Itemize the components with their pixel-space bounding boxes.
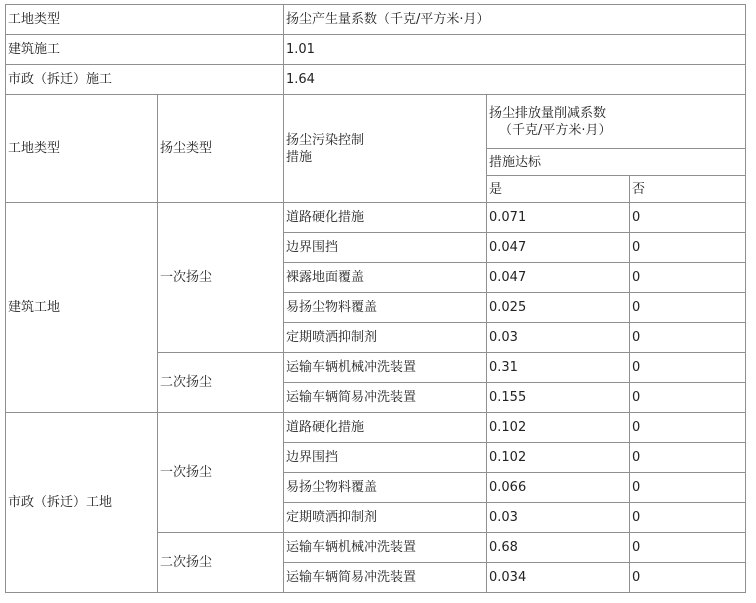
header-reduction-line2: （千克/平方米·月） [499,122,612,138]
construction-site-cell: 建筑工地 [6,203,158,413]
yes-value-cell: 0.071 [487,203,630,233]
municipal-primary-dust-cell: 一次扬尘 [158,413,284,533]
table-row [6,203,746,233]
no-value-cell: 0 [630,473,746,503]
yes-value-cell: 0.03 [487,503,630,533]
no-value-cell: 0 [630,233,746,263]
yes-value-cell: 0.025 [487,293,630,323]
measure-cell: 裸露地面覆盖 [284,263,487,293]
no-value-cell: 0 [630,533,746,563]
header-yes: 是 [487,176,630,203]
yes-value-cell: 0.102 [487,413,630,443]
header-control-measure [284,95,487,203]
no-value-cell: 0 [630,503,746,533]
yes-value-cell: 0.68 [487,533,630,563]
measure-cell: 边界围挡 [284,233,487,263]
intro-coef-cell: 1.64 [284,65,746,95]
measure-cell: 道路硬化措施 [284,413,487,443]
dust-coefficient-table [5,4,746,593]
no-value-cell: 0 [630,383,746,413]
intro-coef-cell: 1.01 [284,35,746,65]
municipal-site-cell: 市政（拆迁）工地 [6,413,158,593]
header-dust-type: 扬尘类型 [158,95,284,203]
measure-cell: 定期喷洒抑制剂 [284,503,487,533]
table-row [6,413,746,443]
header-measure-line2: 措施 [286,149,313,165]
measure-cell: 运输车辆机械冲洗装置 [284,353,487,383]
no-value-cell: 0 [630,563,746,593]
no-value-cell: 0 [630,443,746,473]
no-value-cell: 0 [630,323,746,353]
intro-site-cell: 建筑施工 [6,35,284,65]
yes-value-cell: 0.31 [487,353,630,383]
main-header-row [6,95,746,149]
intro-header-row [6,5,746,35]
yes-value-cell: 0.03 [487,323,630,353]
intro-col-generation-coef: 扬尘产生量系数（千克/平方米·月） [284,5,746,35]
no-value-cell: 0 [630,293,746,323]
header-reduction-coef [487,95,746,149]
measure-cell: 运输车辆简易冲洗装置 [284,563,487,593]
header-no: 否 [630,176,746,203]
yes-value-cell: 0.102 [487,443,630,473]
yes-value-cell: 0.155 [487,383,630,413]
no-value-cell: 0 [630,413,746,443]
yes-value-cell: 0.034 [487,563,630,593]
measure-cell: 易扬尘物料覆盖 [284,293,487,323]
yes-value-cell: 0.066 [487,473,630,503]
no-value-cell: 0 [630,263,746,293]
measure-cell: 边界围挡 [284,443,487,473]
header-measure-line1: 扬尘污染控制 [286,132,365,148]
table-row [6,35,746,65]
measure-cell: 定期喷洒抑制剂 [284,323,487,353]
measure-cell: 运输车辆机械冲洗装置 [284,533,487,563]
intro-col-site-type: 工地类型 [6,5,284,35]
municipal-secondary-dust-cell: 二次扬尘 [158,533,284,593]
construction-primary-dust-cell: 一次扬尘 [158,203,284,353]
no-value-cell: 0 [630,353,746,383]
header-reduction-line1: 扬尘排放量削减系数 [489,105,607,121]
table-row [6,65,746,95]
yes-value-cell: 0.047 [487,233,630,263]
measure-cell: 运输车辆简易冲洗装置 [284,383,487,413]
header-site-type: 工地类型 [6,95,158,203]
no-value-cell: 0 [630,203,746,233]
intro-site-cell: 市政（拆迁）施工 [6,65,284,95]
yes-value-cell: 0.047 [487,263,630,293]
construction-secondary-dust-cell: 二次扬尘 [158,353,284,413]
header-compliance: 措施达标 [487,149,746,176]
measure-cell: 易扬尘物料覆盖 [284,473,487,503]
measure-cell: 道路硬化措施 [284,203,487,233]
